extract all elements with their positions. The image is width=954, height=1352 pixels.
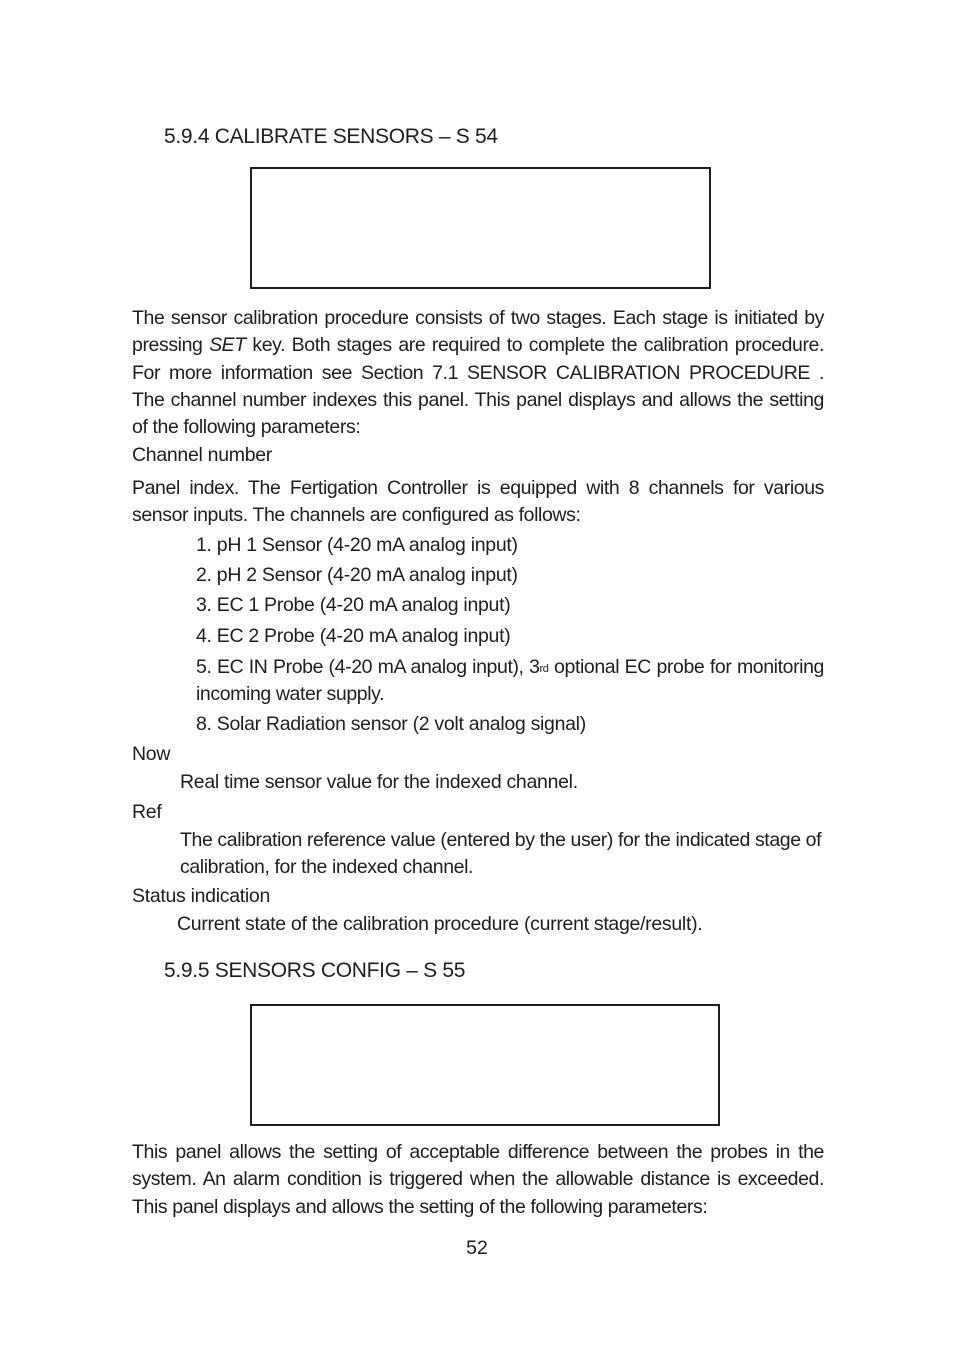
channel-list-item: 4. EC 2 Probe (4-20 mA analog input) (196, 625, 511, 647)
page-number: 52 (466, 1237, 488, 1259)
channel-list-item-8: 8. Solar Radiation sensor (2 volt analog signal) (196, 713, 586, 735)
sensors-config-description: This panel allows the setting of acceptable difference between the probes in the system. An alarm condition is triggered when the allowable distance is exceeded. This panel displays and allows the setting of the following parameters: (132, 1141, 824, 1218)
sensors-config-panel-image (250, 1004, 720, 1126)
channel-number-description: Panel index. The Fertigation Controller is equipped with 8 channels for various sensor inputs. The channels are configured as follows: (132, 477, 824, 527)
channel-list-item: 2. pH 2 Sensor (4-20 mA analog input) (196, 564, 518, 586)
section-heading-sensors-config: 5.9.5 SENSORS CONFIG – S 55 (164, 959, 466, 982)
channel-list-item: 1. pH 1 Sensor (4-20 mA analog input) (196, 534, 518, 556)
now-description: Real time sensor value for the indexed channel. (180, 771, 578, 793)
channel-list-item: 3. EC 1 Probe (4-20 mA analog input) (196, 594, 511, 616)
ordinal-suffix: rd (539, 663, 549, 675)
calibrate-sensors-panel-image (250, 167, 711, 289)
calibration-intro-paragraph (132, 305, 824, 441)
channel-number-label: Channel number (132, 444, 272, 466)
now-label: Now (132, 743, 171, 765)
intro-text-part2: key. Both stages are required to complete the calibration procedure. For more information see Section 7.1 SENSOR CALIBRATION PROCEDURE . The channel number indexes this panel. This panel displays and allows the setting of the following parameters: (132, 334, 824, 439)
status-indication-description: Current state of the calibration procedure (current stage/result). (177, 913, 703, 935)
status-indication-label: Status indication (132, 885, 270, 907)
channel5-text-part2: optional EC probe for monitoring incoming water supply. (196, 656, 824, 706)
intro-text-part1: The sensor calibration procedure consists of two stages. Each stage is initiated by pressing (132, 307, 824, 357)
channel-list-item-5 (180, 654, 824, 709)
section-heading-calibrate-sensors: 5.9.4 CALIBRATE SENSORS – S 54 (164, 125, 498, 148)
channel5-text-part1: 5. EC IN Probe (4-20 mA analog input), 3 (196, 656, 540, 678)
ref-label: Ref (132, 801, 162, 823)
ref-description: The calibration reference value (entered by the user) for the indicated stage of calibration, for the indexed channel. (180, 829, 822, 879)
set-key-text: SET (209, 334, 246, 357)
